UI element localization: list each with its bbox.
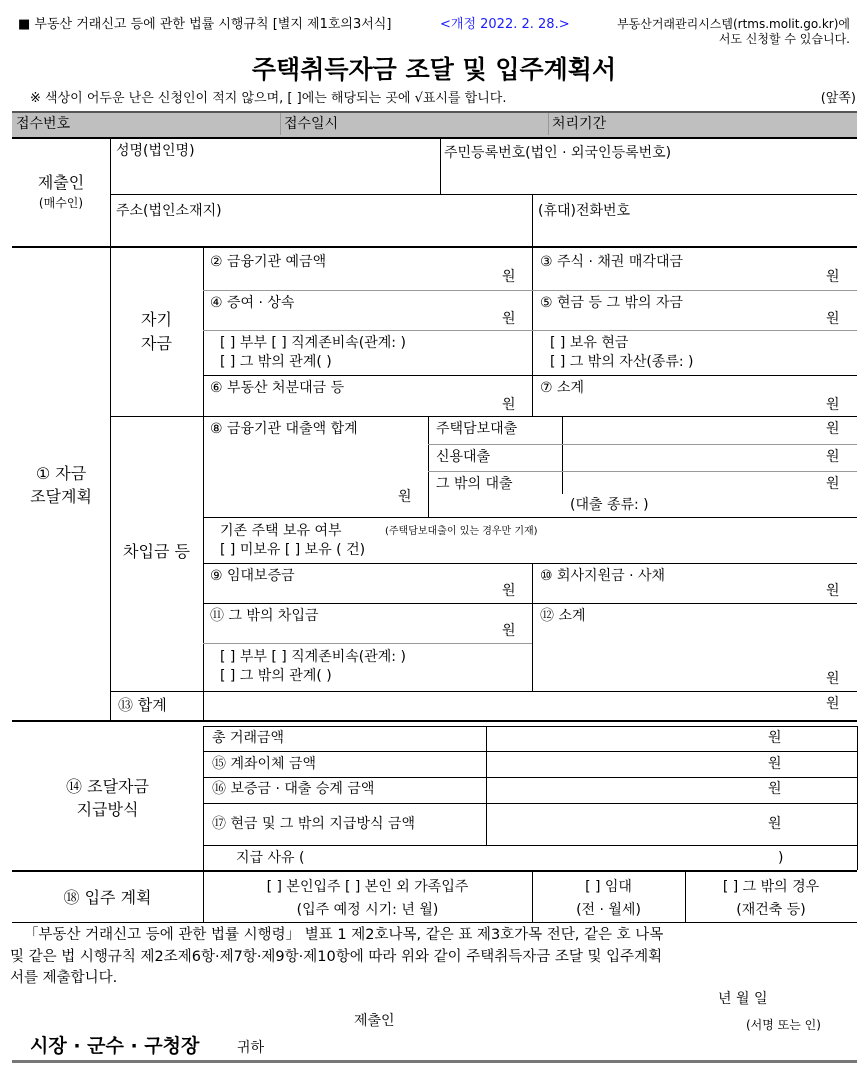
address-field[interactable]: 주소(법인소재지) bbox=[116, 203, 222, 219]
funding-label-2: 조달계획 bbox=[30, 487, 92, 506]
table-rule bbox=[562, 416, 563, 494]
won-unit: 원 bbox=[768, 730, 782, 746]
table-rule bbox=[12, 922, 857, 923]
table-rule bbox=[440, 139, 441, 194]
deposit-field[interactable]: ② 금융기관 예금액 bbox=[210, 254, 327, 270]
existing-house-note: (주택담보대출이 있는 경우만 기재) bbox=[385, 526, 538, 537]
submitter-label: 제출인 bbox=[354, 1013, 395, 1029]
table-rule bbox=[203, 517, 857, 518]
won-unit: 원 bbox=[826, 696, 840, 712]
receipt-number-label: 접수번호 bbox=[16, 116, 71, 132]
id-number-field[interactable]: 주민등록번호(법인 · 외국인등록번호) bbox=[444, 145, 672, 161]
table-rule bbox=[532, 248, 533, 416]
borrow-other-relation-checkbox[interactable]: [ ] 그 밖의 관계( ) bbox=[220, 668, 332, 684]
cash-payment-label: ⑰ 현금 및 그 밖의 지급방식 금액 bbox=[212, 816, 415, 832]
phone-field[interactable]: (휴대)전화번호 bbox=[538, 203, 631, 219]
succession-amount-label: ⑯ 보증금 · 대출 승계 금액 bbox=[212, 781, 375, 797]
transfer-amount-label: ⑮ 계좌이체 금액 bbox=[212, 756, 317, 772]
payment-label-2: 지급방식 bbox=[76, 800, 139, 819]
other-case-checkbox[interactable]: [ ] 그 밖의 경우 bbox=[722, 879, 820, 895]
table-rule bbox=[203, 563, 857, 564]
credit-loan-label: 신용대출 bbox=[436, 449, 491, 465]
borrow-subtotal-field[interactable]: ⑫ 소계 bbox=[540, 608, 586, 624]
revision-date: <개정 2022. 2. 28.> bbox=[440, 17, 570, 32]
gift-inheritance-field[interactable]: ④ 증여 · 상속 bbox=[210, 295, 295, 311]
table-rule bbox=[203, 751, 857, 752]
loan-type-field[interactable]: (대출 종류: ) bbox=[570, 497, 649, 513]
won-unit: 원 bbox=[826, 583, 840, 599]
table-rule bbox=[532, 563, 533, 691]
won-unit: 원 bbox=[826, 449, 840, 465]
table-rule bbox=[203, 777, 857, 778]
won-unit: 원 bbox=[502, 311, 516, 327]
occupancy-label: ⑱ 입주 계획 bbox=[63, 888, 152, 907]
won-unit: 원 bbox=[502, 623, 516, 639]
declaration-line-3: 서를 제출합니다. bbox=[10, 970, 118, 986]
applicant-label: 제출인 bbox=[37, 173, 85, 192]
table-rule bbox=[428, 471, 857, 472]
existing-house-label: 기존 주택 보유 여부 bbox=[220, 523, 342, 539]
addressee: 시장 · 군수 · 구청장 bbox=[30, 1035, 200, 1057]
addressee-suffix: 귀하 bbox=[237, 1040, 265, 1056]
loan-total-field[interactable]: ⑧ 금융기관 대출액 합계 bbox=[210, 421, 358, 437]
table-rule bbox=[203, 603, 857, 604]
other-loan-label: 그 밖의 대출 bbox=[436, 476, 513, 492]
other-assets-checkbox[interactable]: [ ] 그 밖의 자산(종류: ) bbox=[550, 354, 694, 370]
table-rule bbox=[280, 113, 281, 135]
gift-other-relation-checkbox[interactable]: [ ] 그 밖의 관계( ) bbox=[220, 354, 332, 370]
table-rule bbox=[12, 720, 857, 722]
table-rule bbox=[203, 330, 857, 331]
cash-other-field[interactable]: ⑤ 현금 등 그 밖의 자금 bbox=[540, 295, 683, 311]
move-in-date-field[interactable]: (입주 예정 시기: 년 월) bbox=[296, 902, 439, 918]
name-field[interactable]: 성명(법인명) bbox=[116, 143, 195, 159]
table-rule bbox=[110, 139, 111, 246]
borrowings-label: 차입금 등 bbox=[123, 542, 190, 561]
payment-reason-field[interactable]: 지급 사유 ( bbox=[236, 850, 305, 866]
table-rule bbox=[12, 1060, 857, 1063]
table-rule bbox=[857, 726, 858, 870]
table-rule bbox=[428, 416, 429, 517]
table-rule bbox=[203, 845, 857, 846]
won-unit: 원 bbox=[768, 781, 782, 797]
table-rule bbox=[548, 113, 549, 135]
rental-deposit-field[interactable]: ⑨ 임대보증금 bbox=[210, 568, 295, 584]
receipt-date-label: 접수일시 bbox=[284, 116, 339, 132]
declaration-line-1: 「부동산 거래신고 등에 관한 법률 시행령」 별표 1 제2호나목, 같은 표 제3호가목 전단, 같은 호 나목 bbox=[24, 927, 664, 943]
won-unit: 원 bbox=[502, 269, 516, 285]
payment-reason-close: ) bbox=[778, 850, 784, 866]
borrow-relation-checkboxes[interactable]: [ ] 부부 [ ] 직계존비속(관계: ) bbox=[220, 649, 406, 665]
table-rule bbox=[12, 137, 857, 139]
lease-checkbox[interactable]: [ ] 임대 bbox=[585, 879, 632, 895]
office-use-bar bbox=[12, 111, 857, 138]
online-note-2: 서도 신청할 수 있습니다. bbox=[718, 32, 850, 46]
lease-sub: (전 · 월세) bbox=[576, 902, 641, 918]
won-unit: 원 bbox=[826, 311, 840, 327]
other-case-sub: (재건축 등) bbox=[736, 902, 806, 918]
won-unit: 원 bbox=[826, 476, 840, 492]
law-reference: ■ 부동산 거래신고 등에 관한 법률 시행규칙 [별지 제1호의3서식] bbox=[18, 17, 392, 32]
online-note-1: 부동산거래관리시스템(rtms.molit.go.kr)에 bbox=[617, 17, 850, 31]
company-support-field[interactable]: ⑩ 회사지원금 · 사채 bbox=[540, 568, 666, 584]
won-unit: 원 bbox=[826, 421, 840, 437]
won-unit: 원 bbox=[826, 397, 840, 413]
table-rule bbox=[110, 416, 857, 417]
won-unit: 원 bbox=[826, 671, 840, 687]
table-rule bbox=[203, 248, 204, 720]
won-unit: 원 bbox=[502, 583, 516, 599]
won-unit: 원 bbox=[398, 489, 412, 505]
table-rule bbox=[110, 194, 857, 195]
total-price-label: 총 거래금액 bbox=[212, 730, 285, 746]
applicant-sub-label: (매수인) bbox=[38, 196, 84, 210]
stock-sale-field[interactable]: ③ 주식 · 채권 매각대금 bbox=[540, 254, 683, 270]
table-rule bbox=[12, 870, 857, 872]
property-sale-field[interactable]: ⑥ 부동산 처분대금 등 bbox=[210, 380, 345, 396]
won-unit: 원 bbox=[826, 269, 840, 285]
won-unit: 원 bbox=[502, 397, 516, 413]
page-title: 주택취득자금 조달 및 입주계획서 bbox=[251, 55, 617, 84]
own-funds-label-2: 자금 bbox=[141, 334, 172, 353]
table-rule bbox=[110, 691, 857, 692]
signature-field[interactable]: (서명 또는 인) bbox=[746, 1018, 821, 1032]
own-subtotal-field[interactable]: ⑦ 소계 bbox=[540, 380, 585, 396]
grand-total-label: ⑬ 합계 bbox=[118, 696, 167, 714]
gift-relation-checkboxes[interactable]: [ ] 부부 [ ] 직계존비속(관계: ) bbox=[220, 335, 406, 351]
date-field[interactable]: 년 월 일 bbox=[718, 991, 768, 1007]
table-rule bbox=[203, 375, 857, 376]
table-rule bbox=[203, 643, 532, 644]
processing-period-label: 처리기간 bbox=[552, 116, 607, 132]
existing-house-checkboxes[interactable]: [ ] 미보유 [ ] 보유 ( 건) bbox=[220, 542, 366, 558]
self-occupancy-checkboxes[interactable]: [ ] 본인입주 [ ] 본인 외 가족입주 bbox=[266, 879, 469, 895]
funding-label: ① 자금 bbox=[35, 464, 87, 483]
table-rule bbox=[486, 726, 487, 845]
declaration-line-2: 및 같은 법 시행규칙 제2조제6항·제7항·제9항·제10항에 따라 위와 같이 주택취득자금 조달 및 입주계획 bbox=[10, 949, 663, 965]
notice: ※ 색상이 어두운 난은 신청인이 적지 않으며, [ ]에는 해당되는 곳에 √표시를 합니다. bbox=[30, 91, 507, 106]
page-side: (앞쪽) bbox=[820, 91, 856, 106]
payment-label: ⑭ 조달자금 bbox=[66, 777, 149, 796]
own-funds-label: 자기 bbox=[141, 310, 172, 329]
mortgage-loan-label: 주택담보대출 bbox=[436, 421, 518, 437]
other-borrowing-field[interactable]: ⑪ 그 밖의 차입금 bbox=[210, 608, 319, 624]
won-unit: 원 bbox=[768, 816, 782, 832]
cash-held-checkbox[interactable]: [ ] 보유 현금 bbox=[550, 335, 629, 351]
table-rule bbox=[203, 803, 857, 804]
table-rule bbox=[203, 726, 857, 727]
won-unit: 원 bbox=[768, 756, 782, 772]
table-rule bbox=[203, 726, 204, 870]
table-rule bbox=[12, 246, 857, 248]
table-rule bbox=[428, 444, 857, 445]
table-rule bbox=[532, 194, 533, 246]
table-rule bbox=[203, 290, 857, 291]
